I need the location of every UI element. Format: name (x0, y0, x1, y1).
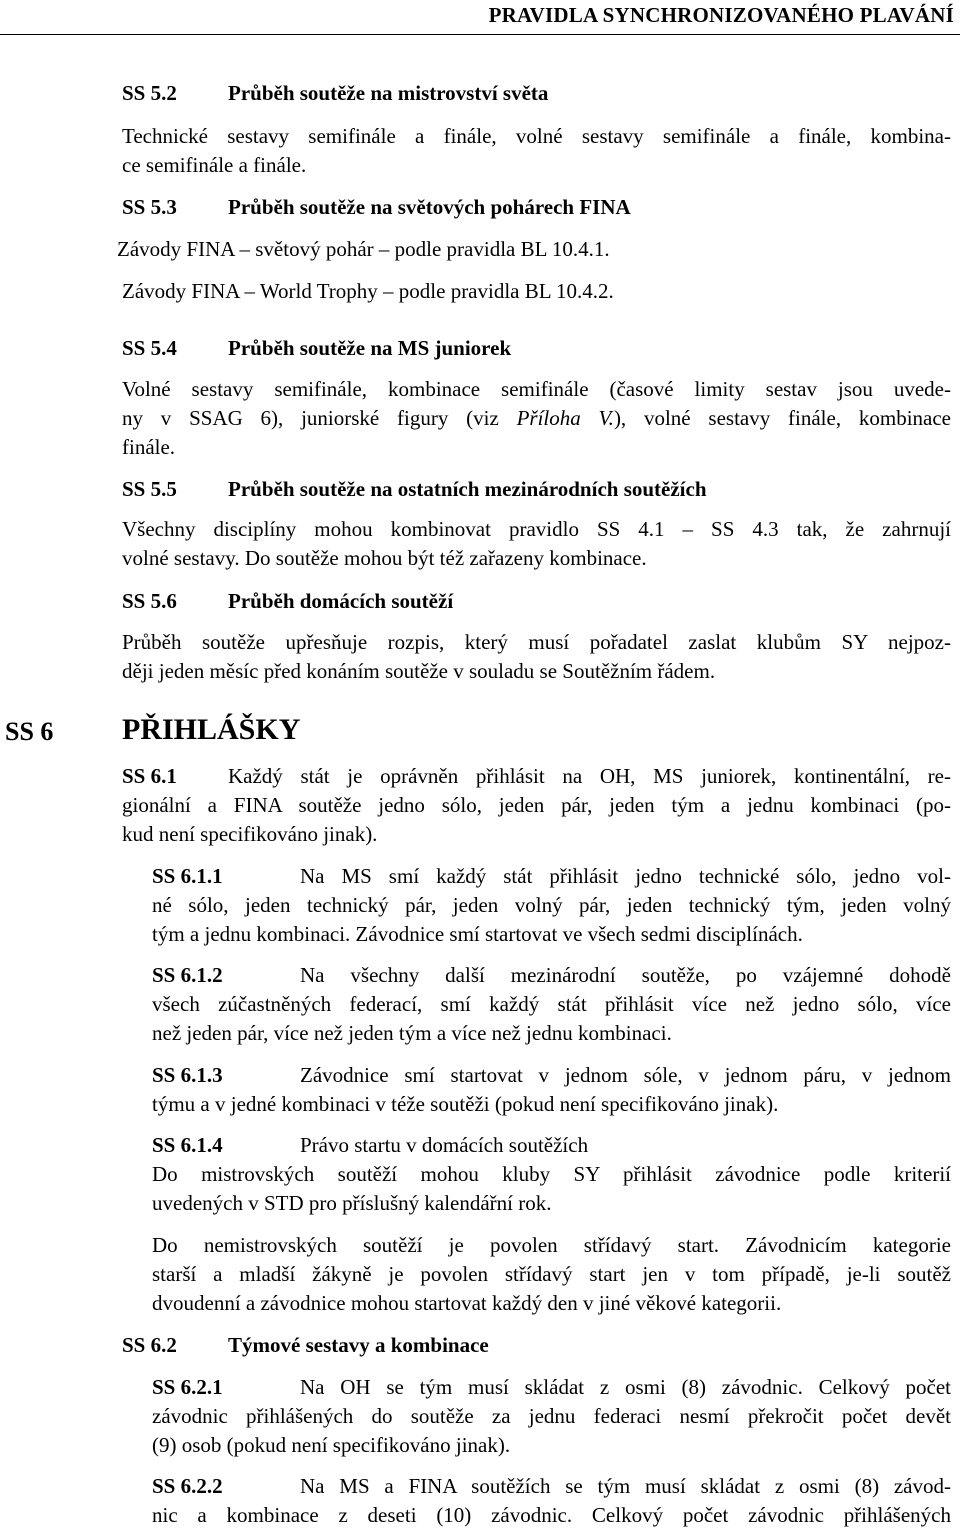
chapter-title: PŘIHLÁŠKY (122, 713, 301, 746)
section-number: SS 5.6 (122, 589, 177, 613)
body-line: volné sestavy. Do soutěže mohou být též zařazeny kombinace. (122, 546, 647, 570)
body-line: starší a mladší žákyně je povolen střídavý start jen v tom případě, je-li soutěž (152, 1262, 951, 1286)
body-line: dvoudenní a závodnice mohou startovat každý den v jiné věkové kategorii. (152, 1291, 782, 1315)
section-number: SS 5.4 (122, 336, 177, 360)
section-number: SS 6.1.1 (152, 864, 223, 888)
body-line: finále. (122, 435, 176, 459)
body-line: Každý stát je oprávněn přihlásit na OH, MS juniorek, kontinentální, re- (228, 764, 951, 788)
running-header: PRAVIDLA SYNCHRONIZOVANÉHO PLAVÁNÍ (488, 3, 954, 27)
section-title: Průběh soutěže na MS juniorek (228, 336, 512, 360)
body-line: Na všechny další mezinárodní soutěže, po vzájemné dohodě (300, 963, 951, 987)
body-text: ny v SSAG 6), juniorské figury (viz (122, 406, 517, 430)
body-line: ce semifinále a finále. (122, 153, 307, 177)
section-title: Průběh soutěže na mistrovství světa (228, 81, 549, 105)
chapter-code: SS 6 (5, 717, 54, 746)
section-number: SS 6.2 (122, 1333, 177, 1357)
header-rule (0, 34, 960, 35)
body-line: nic a kombinace z deseti (10) závodnic. Celkový počet závodnic přihlášených (152, 1503, 951, 1527)
body-line: Na MS smí každý stát přihlásit jedno technické sólo, jedno vol- (300, 864, 951, 888)
section-number: SS 6.2.2 (152, 1474, 223, 1498)
section-number: SS 6.1 (122, 764, 177, 788)
body-line: (9) osob (pokud není specifikováno jinak). (152, 1433, 511, 1457)
section-number: SS 5.5 (122, 477, 177, 501)
body-line: né sólo, jeden technický pár, jeden volný pár, jeden technický tým, jeden volný (152, 893, 951, 917)
body-line: závodnic přihlášených do soutěže za jednu federaci nesmí překročit počet devět (152, 1404, 951, 1428)
section-title: Týmové sestavy a kombinace (228, 1333, 489, 1357)
section-number: SS 6.1.4 (152, 1133, 223, 1157)
section-number: SS 5.2 (122, 81, 177, 105)
body-line: Průběh soutěže upřesňuje rozpis, který musí pořadatel zaslat klubům SY nejpoz- (122, 630, 951, 654)
section-number: SS 5.3 (122, 195, 177, 219)
body-line: tým a jednu kombinaci. Závodnice smí startovat ve všech sedmi disciplínách. (152, 922, 803, 946)
body-line: Na MS a FINA soutěžích se tým musí skládat z osmi (8) závod- (300, 1474, 951, 1498)
body-line: kud není specifikováno jinak). (122, 822, 378, 846)
body-line: Závody FINA – světový pohár – podle pravidla BL 10.4.1. (117, 237, 610, 261)
body-line: než jeden pár, více než jeden tým a více než jednu kombinaci. (152, 1021, 672, 1045)
annex-reference: Příloha V. (516, 406, 614, 430)
body-line: Všechny disciplíny mohou kombinovat pravidlo SS 4.1 – SS 4.3 tak, že zahrnují (122, 517, 951, 541)
body-line: Technické sestavy semifinále a finále, volné sestavy semifinále a finále, kombina- (122, 124, 951, 148)
body-line: týmu a v jedné kombinaci v téže soutěži (pokud není specifikováno jinak). (152, 1092, 779, 1116)
body-line: Do mistrovských soutěží mohou kluby SY přihlásit závodnice podle kriterií (152, 1162, 951, 1186)
section-title: Průběh domácích soutěží (228, 589, 454, 613)
section-title: Právo startu v domácích soutěžích (300, 1133, 589, 1157)
section-number: SS 6.1.3 (152, 1063, 223, 1087)
section-title: Průběh soutěže na ostatních mezinárodních soutěžích (228, 477, 707, 501)
body-line: uvedených v STD pro příslušný kalendářní rok. (152, 1191, 552, 1215)
body-line: Volné sestavy semifinále, kombinace semifinále (časové limity sestav jsou uvede- (122, 377, 951, 401)
body-line: všech zúčastněných federací, smí každý stát přihlásit více než jedno sólo, více (152, 992, 951, 1016)
body-line: Na OH se tým musí skládat z osmi (8) závodnic. Celkový počet (300, 1375, 951, 1399)
body-line (122, 406, 951, 430)
section-number: SS 6.2.1 (152, 1375, 223, 1399)
section-number: SS 6.1.2 (152, 963, 223, 987)
body-line: Závody FINA – World Trophy – podle pravidla BL 10.4.2. (122, 279, 614, 303)
body-line: gionální a FINA soutěže jedno sólo, jeden pár, jeden tým a jednu kombinaci (po- (122, 793, 951, 817)
body-line: Závodnice smí startovat v jednom sóle, v jednom páru, v jednom (300, 1063, 951, 1087)
section-title: Průběh soutěže na světových pohárech FINA (228, 195, 631, 219)
body-line: Do nemistrovských soutěží je povolen střídavý start. Závodnicím kategorie (152, 1233, 951, 1257)
body-text: ), volné sestavy finále, kombinace (613, 406, 952, 430)
body-line: ději jeden měsíc před konáním soutěže v souladu se Soutěžním řádem. (122, 659, 716, 683)
